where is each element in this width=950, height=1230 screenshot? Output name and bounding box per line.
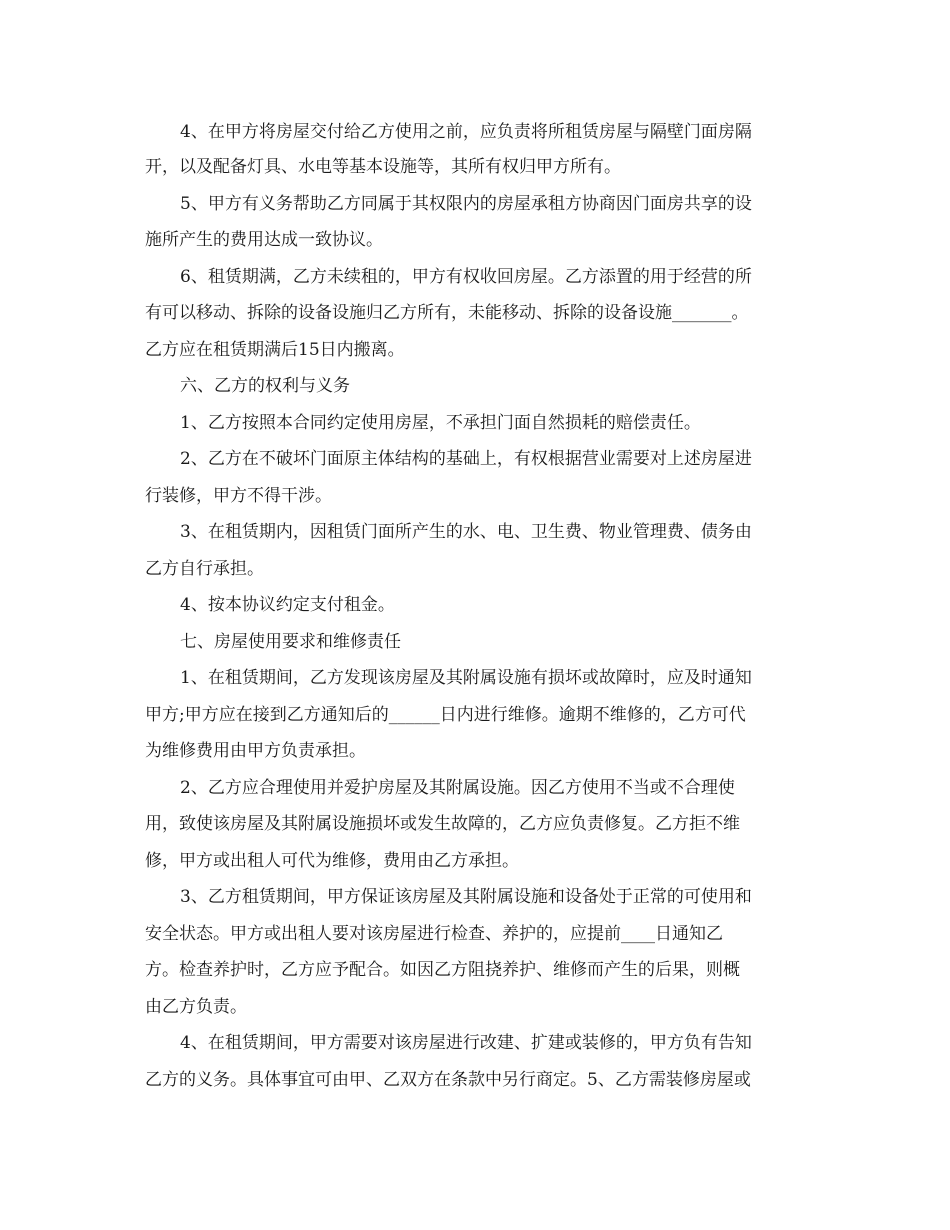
section-heading: 七、房屋使用要求和维修责任 [180, 632, 401, 652]
section-heading: 六、乙方的权利与义务 [180, 376, 350, 396]
text-line: 5、甲方有义务帮助乙方同属于其权限内的房屋承租方协商因门面房共享的设 [180, 194, 752, 214]
text-line: 3、乙方租赁期间，甲方保证该房屋及其附属设施和设备处于正常的可使用和 [180, 887, 752, 907]
text-line: 6、租赁期满，乙方未续租的，甲方有权收回房屋。乙方添置的用于经营的所 [180, 267, 752, 287]
text-line: 施所产生的费用达成一致协议。 [145, 230, 383, 250]
text-line: 2、乙方在不破坏门面原主体结构的基础上，有权根据营业需要对上述房屋进 [180, 449, 752, 469]
text-line: 4、在租赁期间，甲方需要对该房屋进行改建、扩建或装修的，甲方负有告知 [180, 1033, 752, 1053]
text-line: 4、在甲方将房屋交付给乙方使用之前，应负责将所租赁房屋与隔壁门面房隔 [180, 122, 752, 142]
text-line: 乙方应在租赁期满后15日内搬离。 [145, 340, 405, 360]
text-line: 1、乙方按照本合同约定使用房屋，不承担门面自然损耗的赔偿责任。 [180, 413, 701, 433]
text-line: 用，致使该房屋及其附属设施损坏或发生故障的，乙方应负责修复。乙方拒不维 [145, 814, 740, 834]
text-line: 修，甲方或出租人可代为维修，费用由乙方承担。 [145, 851, 519, 871]
text-line: 有可以移动、拆除的设备设施归乙方所有，未能移动、拆除的设备设施_______。 [145, 303, 749, 323]
text-line: 4、按本协议约定支付租金。 [180, 595, 395, 615]
text-line: 为维修费用由甲方负责承担。 [145, 741, 366, 761]
text-line: 安全状态。甲方或出租人要对该房屋进行检查、养护的，应提前____日通知乙 [145, 924, 723, 944]
text-line: 行装修，甲方不得干涉。 [145, 486, 332, 506]
text-line: 1、在租赁期间，乙方发现该房屋及其附属设施有损坏或故障时，应及时通知 [180, 668, 752, 688]
text-line: 乙方的义务。具体事宜可由甲、乙双方在条款中另行商定。5、乙方需装修房屋或 [145, 1070, 751, 1090]
text-line: 开，以及配备灯具、水电等基本设施等，其所有权归甲方所有。 [145, 157, 621, 177]
text-line: 方。检查养护时，乙方应予配合。如因乙方阻挠养护、维修而产生的后果，则概 [145, 960, 740, 980]
text-line: 3、在租赁期内，因租赁门面所产生的水、电、卫生费、物业管理费、债务由 [180, 522, 752, 542]
text-line: 2、乙方应合理使用并爱护房屋及其附属设施。因乙方使用不当或不合理使 [180, 778, 735, 798]
text-line: 乙方自行承担。 [145, 559, 264, 579]
text-line: 由乙方负责。 [145, 997, 247, 1017]
text-line: 甲方;甲方应在接到乙方通知后的______日内进行维修。逾期不维修的，乙方可代 [145, 705, 746, 725]
